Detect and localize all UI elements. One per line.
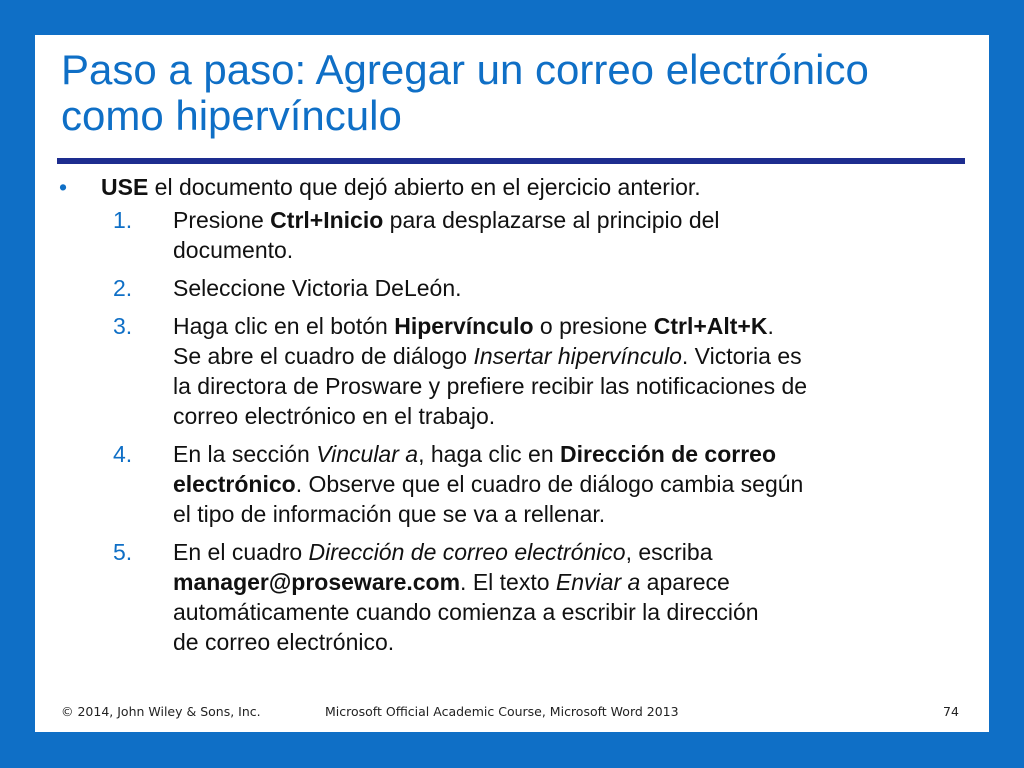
step-5 [59,537,959,657]
step-2 [59,273,959,303]
step-text: , escriba [625,539,713,565]
step-key-text: electrónico [173,471,296,497]
step-italic-text: Vincular a [316,441,419,467]
slide-title [61,47,971,139]
step-italic-text: Enviar a [555,569,641,595]
step-text: o presione [533,313,654,339]
bullet-icon: • [59,174,68,200]
step-line [173,311,959,341]
step-line: correo electrónico en el trabajo. [173,403,496,429]
step-1 [59,205,959,265]
step-number: 5. [113,539,133,565]
step-line: Seleccione Victoria DeLeón. [173,275,462,301]
title-underline-rule [57,158,965,164]
step-key-text: manager@proseware.com [173,569,461,595]
step-key-text: Hipervínculo [394,313,534,339]
slide-body [59,172,959,665]
step-text: Presione [173,207,271,233]
step-text: En el cuadro [173,539,309,565]
step-text: para desplazarse al principio del [383,207,720,233]
step-line: la directora de Prosware y prefiere recibir las notificaciones de [173,373,808,399]
step-number: 3. [113,313,133,339]
step-3 [59,311,959,431]
step-key-text: Dirección de correo [560,441,777,467]
step-line: documento. [173,237,294,263]
step-text: , haga clic en [418,441,560,467]
bullet-keyword: USE [101,174,149,200]
step-number: 2. [113,275,133,301]
step-text: . El texto [460,569,556,595]
step-line: el tipo de información que se va a rellenar. [173,501,606,527]
step-text: . [767,313,774,339]
step-key-text: Ctrl+Inicio [270,207,384,233]
bullet-item [59,172,959,202]
footer-page-number: 74 [943,704,959,719]
step-line [173,205,959,235]
step-italic-text: Insertar hipervínculo [473,343,682,369]
title-line-1: Paso a paso: Agregar un correo electrónico [61,46,869,93]
step-line [173,567,959,597]
step-text: Haga clic en el botón [173,313,395,339]
step-line: automáticamente cuando comienza a escribir la dirección [173,599,759,625]
step-line [173,469,959,499]
step-line [173,537,959,567]
step-number: 1. [113,207,133,233]
step-4 [59,439,959,529]
steps-list [59,205,959,657]
bullet-text: el documento que dejó abierto en el ejercicio anterior. [148,174,701,200]
step-text: aparece [640,569,730,595]
step-italic-text: Dirección de correo electrónico [308,539,626,565]
step-text: Se abre el cuadro de diálogo [173,343,474,369]
step-line: de correo electrónico. [173,629,395,655]
step-key-text: Ctrl+Alt+K [653,313,768,339]
title-line-2: como hipervínculo [61,92,402,139]
step-text: . Victoria es [681,343,802,369]
step-text: . Observe que el cuadro de diálogo cambia según [295,471,804,497]
step-text: En la sección [173,441,317,467]
footer-course: Microsoft Official Academic Course, Microsoft Word 2013 [325,704,679,719]
step-number: 4. [113,441,133,467]
slide [35,35,989,732]
step-line [173,439,959,469]
footer-copyright: © 2014, John Wiley & Sons, Inc. [61,704,261,719]
step-line [173,341,959,371]
